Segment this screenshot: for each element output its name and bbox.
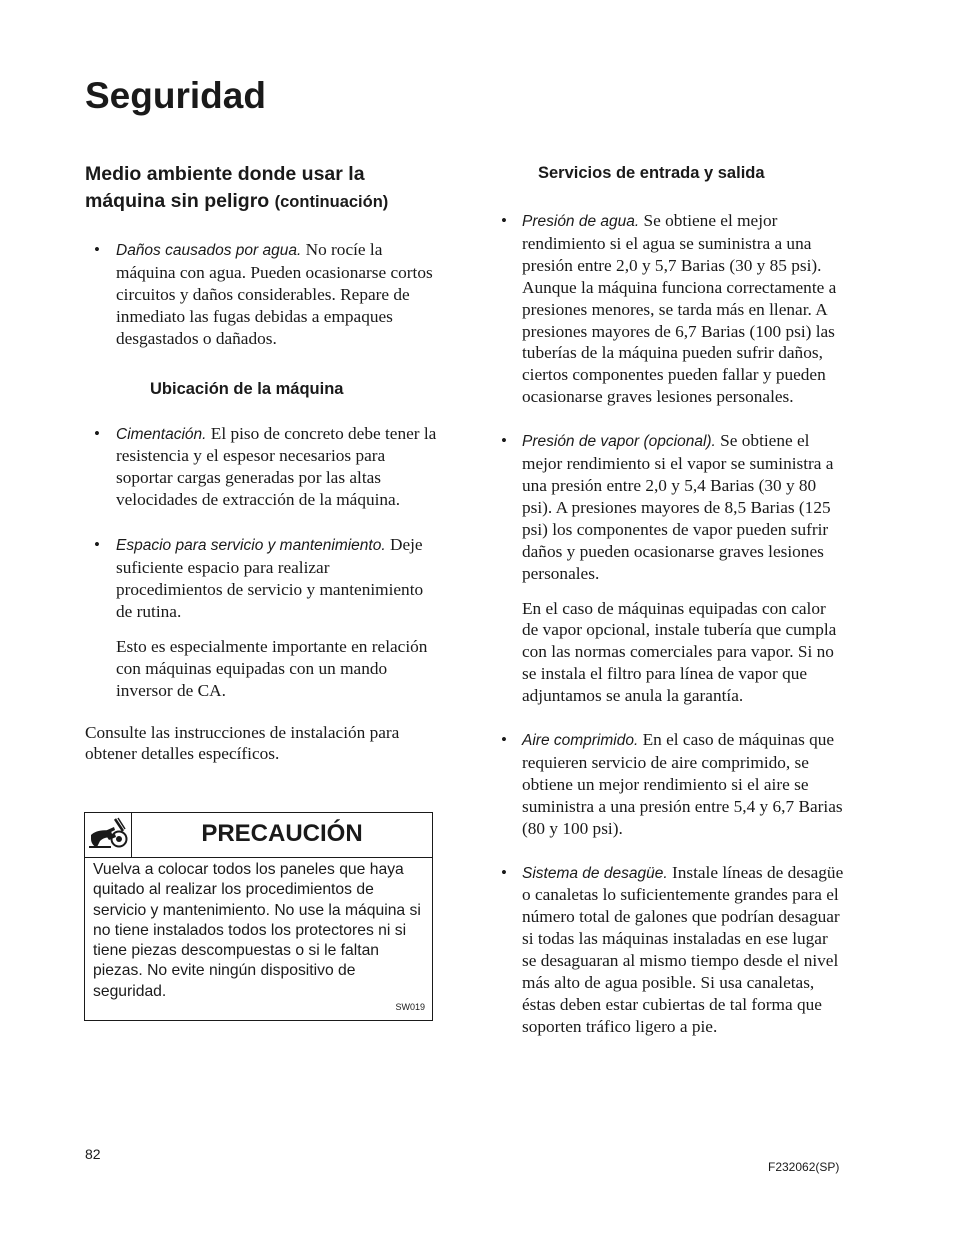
bullet-text: No rocíe la máquina con agua. Pueden ocasionarse cortos circuitos y daños considerables. Repare de inmediato las fugas debidas a empaques desgastados o dañados. (116, 240, 433, 348)
section-heading-text: Medio ambiente donde usar la máquina sin peligro (85, 163, 365, 212)
bullet-lead: Presión de vapor (opcional). (522, 433, 716, 451)
bullet-lead: Daños causados por agua. (116, 242, 302, 259)
bullet-service-space (85, 534, 437, 623)
caution-text: Vuelva a colocar todos los paneles que haya quitado al realizar los procedimientos de servicio y mantenimiento. No use la máquina si no tiene instalados todos los protectores ni si tiene piezas descompuestas o si le faltan piezas. No evite ningún dispositivo de seguridad. (93, 861, 421, 1000)
bullet-steam-pressure (500, 430, 845, 584)
bullet-drain-system (500, 862, 845, 1038)
caution-box (84, 812, 433, 1021)
steam-note: En el caso de máquinas equipadas con calor de vapor opcional, instale tubería que cumpla con las normas comerciales para vapor. Si no se instala el filtro para línea de vapor que adjuntamos se anula la garantía. (522, 598, 837, 706)
bullet-lead: Aire comprimido. (522, 732, 639, 750)
bullet-dot: • (501, 431, 507, 451)
caution-header (85, 813, 432, 858)
bullet-text: El piso de concreto debe tener la resistencia y el espesor necesarios para soportar cargas generadas por las altas velocidades de extracción de la máquina. (116, 423, 437, 510)
location-heading: Ubicación de la máquina (150, 379, 344, 398)
consult-paragraph: Consulte las instrucciones de instalación para obtener detalles específicos. (85, 722, 400, 764)
page-number: 82 (85, 1146, 101, 1162)
bullet-text: Se obtiene el mejor rendimiento si el agua se suministra a una presión entre 2,0 y 5,7 Barias (30 y 85 psi). Aunque la máquina funciona correctamente a presiones menores, se tarda más en llenar. A presiones mayores de 6,7 Barias (100 psi) las tuberías de la máquina pueden sufrir daños, ciertos componentes pueden fallar y pueden ocasionarse graves lesiones personales. (522, 211, 837, 407)
section-heading (85, 161, 437, 216)
bullet-lead: Sistema de desagüe. (522, 864, 668, 882)
bullet-lead: Cimentación. (116, 425, 207, 443)
services-heading: Servicios de entrada y salida (538, 164, 765, 182)
bullet-dot: • (94, 423, 100, 443)
caution-icon-cell (85, 813, 132, 857)
bullet-water-pressure (500, 210, 845, 408)
right-column (500, 161, 845, 1038)
service-space-note: Esto es especialmente importante en relación con máquinas equipadas con un mando inversor de CA. (116, 636, 428, 700)
bullet-water-damage (85, 239, 437, 350)
caution-code: SW019 (395, 1002, 425, 1012)
document-code: F232062(SP) (768, 1160, 840, 1174)
bullet-text: Se obtiene el mejor rendimiento si el vapor se suministra a una presión entre 2,0 y 5,4 Barias (30 y 80 psi). A presiones mayores de 8,5 Barias (125 psi) los componentes de vapor pueden sufrir daños y pueden ocasionarse graves lesiones personales. (522, 431, 834, 583)
caution-title: PRECAUCIÓN (201, 820, 363, 847)
bullet-dot: • (501, 730, 507, 750)
bullet-text: Deje suficiente espacio para realizar procedimientos de servicio y mantenimiento de rutina. (116, 535, 424, 621)
bullet-lead: Espacio para servicio y mantenimiento. (116, 537, 386, 555)
bullet-foundation (85, 423, 437, 512)
section-heading-suffix: (continuación) (274, 193, 389, 211)
bullet-text: En el caso de máquinas que requieren servicio de aire comprimido, se obtiene un mejor rendimiento si el aire se suministra a una presión entre 5,4 y 6,7 Barias (80 y 100 psi). (522, 730, 843, 838)
bullet-lead: Presión de agua. (522, 213, 640, 230)
bullet-dot: • (94, 535, 100, 555)
left-column (85, 161, 437, 765)
page-title: Seguridad (85, 75, 266, 116)
bullet-dot: • (501, 862, 507, 882)
bullet-compressed-air (500, 729, 845, 840)
bullet-text: Instale líneas de desagüe o canaletas lo suficientemente grandes para el número total de galones que podrían desaguar si todas las máquinas instaladas en ese lugar se desaguaran al mismo tiempo desde el nivel más alto de agua posible. Si usa canaletas, éstas deben estar cubiertas de tal forma que soporten tráfico ligero a pie. (522, 862, 844, 1036)
bullet-dot: • (501, 211, 507, 230)
hand-caught-in-belt-icon (85, 813, 129, 855)
bullet-dot: • (94, 240, 100, 259)
